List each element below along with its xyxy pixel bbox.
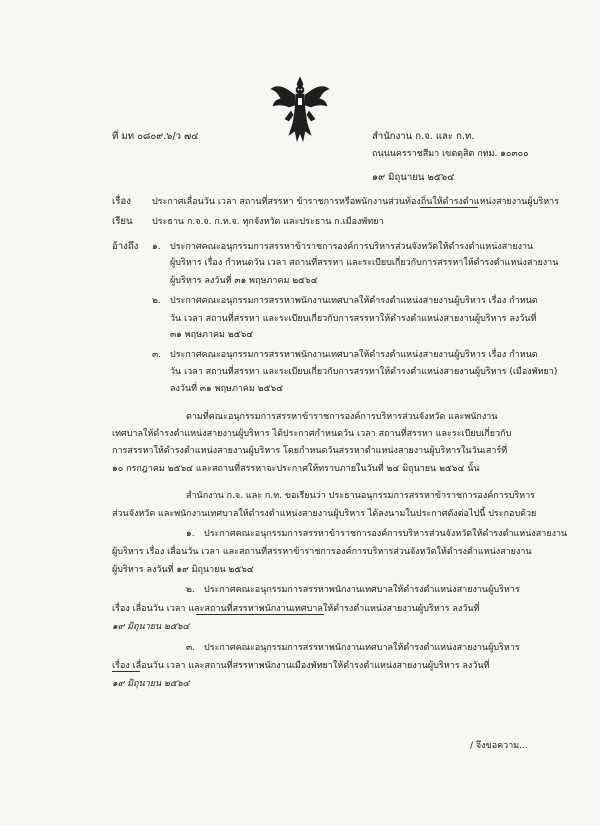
item-2-line-2: เรื่อง เลื่อนวัน เวลา และสถานที่สรรหาพนักงานเทศบาลให้ดำรงตำแหน่งสายงานผู้บริหาร ลงวันที่: [112, 604, 480, 614]
paragraph-2-line-1: สำนักงาน ก.จ. และ ก.ท. ขอเรียนว่า ประธานอนุกรรมการสรรหาข้าราชการองค์การบริหาร: [186, 491, 535, 501]
item-number-3: ๓.: [186, 643, 196, 653]
subject-text: ประกาศเลื่อนวัน เวลา สถานที่สรรหา ข้าราชการหรือพนักงานส่วนท้องถิ่นให้ดำรงตำแหน่งสายงานผู้บริหาร: [152, 197, 560, 207]
item-3-line-3: ๑๙ มิถุนายน ๒๕๖๔: [112, 679, 190, 689]
subject-underline: [420, 207, 478, 208]
reference-1-line-2: ผู้บริหาร เรื่อง กำหนดวัน เวลา สถานที่สรรหา และระเบียบเกี่ยวกับการสรรหาให้ดำรงตำแหน่งสายงาน: [170, 258, 559, 268]
reference-number: ที่ มท ๐๘๐๙.๖/ว ๗๔: [112, 131, 199, 142]
item-3-line-1: ประกาศคณะอนุกรรมการสรรหาพนักงานเทศบาลให้ดำรงตำแหน่งสายงานผู้บริหาร: [204, 643, 520, 653]
reference-3-line-1: ประกาศคณะอนุกรรมการสรรหาพนักงานเทศบาลให้ดำรงตำแหน่งสายงานผู้บริหาร เรื่อง กำหนด: [170, 350, 538, 360]
item-3-line-2: เรื่อง เลื่อนวัน เวลา และสถานที่สรรหาพนักงานเมืองพัทยาให้ดำรงตำแหน่งสายงานผู้บริหาร ลงวันที่: [112, 661, 490, 671]
item-3-underline: [112, 671, 140, 672]
references-label: อ้างถึง: [112, 241, 139, 252]
paragraph-1-line-2: เทศบาลให้ดำรงตำแหน่งสายงานผู้บริหาร ได้ประกาศกำหนดวัน เวลา สถานที่สรรหา และระเบียบเกี่ยวกับ: [112, 429, 512, 439]
reference-2-line-1: ประกาศคณะอนุกรรมการสรรหาพนักงานเทศบาลให้ดำรงตำแหน่งสายงานผู้บริหาร เรื่อง กำหนด: [170, 296, 538, 306]
reference-2-line-3: ๓๑ พฤษภาคม ๒๕๖๔: [170, 330, 254, 340]
reference-1-line-3: ผู้บริหาร ลงวันที่ ๓๑ พฤษภาคม ๒๕๖๔: [170, 276, 318, 286]
document-date: ๑๙ มิถุนายน ๒๕๖๔: [372, 172, 455, 183]
recipient-text: ประธาน ก.จ.จ. ก.ท.จ. ทุกจังหวัด และประธาน ก.เมืองพัทยา: [152, 217, 384, 227]
office-address: ถนนนครราชสีมา เขตดุสิต กทม. ๑๐๓๐๐: [372, 149, 529, 159]
reference-2-line-2: วัน เวลา สถานที่สรรหา และระเบียบเกี่ยวกับการสรรหาให้ดำรงตำแหน่งสายงานผู้บริหาร ลงวันที่: [170, 314, 537, 324]
reference-1-line-1: ประกาศคณะอนุกรรมการสรรหาข้าราชการองค์การบริหารส่วนจังหวัดให้ดำรงตำแหน่งสายงาน: [170, 242, 534, 252]
paragraph-1-line-1: ตามที่คณะอนุกรรมการสรรหาข้าราชการองค์การบริหารส่วนจังหวัด และพนักงาน: [186, 412, 498, 422]
continuation-note: / จึงขอความ...: [470, 741, 528, 751]
item-1-line-1: ประกาศคณะอนุกรรมการสรรหาข้าราชการองค์การบริหารส่วนจังหวัดให้ดำรงตำแหน่งสายงาน: [204, 529, 568, 539]
item-2-line-3: ๑๙ มิถุนายน ๒๕๖๔: [112, 622, 190, 632]
item-1-line-2: ผู้บริหาร เรื่อง เลื่อนวัน เวลา และสถานที่สรรหาข้าราชการองค์การบริหารส่วนจังหวัดให้ดำรงตำแหน่งสายงาน: [112, 547, 532, 557]
reference-number-1: ๑.: [152, 242, 161, 252]
reference-number-2: ๒.: [152, 296, 161, 306]
office-name: สำนักงาน ก.จ. และ ก.ท.: [372, 131, 475, 142]
item-number-1: ๑.: [186, 529, 195, 539]
item-1-line-3: ผู้บริหาร ลงวันที่ ๑๙ มิถุนายน ๒๕๖๔: [112, 565, 254, 575]
item-2-line-1: ประกาศคณะอนุกรรมการสรรหาพนักงานเทศบาลให้ดำรงตำแหน่งสายงานผู้บริหาร: [204, 585, 520, 595]
reference-3-line-3: ลงวันที่ ๓๑ พฤษภาคม ๒๕๖๔: [170, 384, 284, 394]
item-2-underline: [196, 614, 324, 615]
reference-number-3: ๓.: [152, 350, 162, 360]
subject-label: เรื่อง: [112, 196, 131, 207]
garuda-emblem-icon: [269, 75, 331, 145]
reference-3-line-2: วัน เวลา สถานที่สรรหา และระเบียบเกี่ยวกับการสรรหาให้ดำรงตำแหน่งสายงานผู้บริหาร (เมืองพัทยา): [170, 367, 558, 377]
item-number-2: ๒.: [186, 585, 195, 595]
recipient-label: เรียน: [112, 216, 133, 227]
paragraph-1-line-4: ๑๐ กรกฎาคม ๒๕๖๔ และสถานที่สรรหาจะประกาศให้ทราบภายในวันที่ ๒๔ มิถุนายน ๒๕๖๔ นั้น: [112, 464, 480, 474]
paragraph-1-line-3: การสรรหาให้ดำรงตำแหน่งสายงานผู้บริหาร โดยกำหนดวันสรรหาตำแหน่งสายงานผู้บริหารในวันเสาร์ที่: [112, 446, 508, 456]
paragraph-2-line-2: ส่วนจังหวัด และพนักงานเทศบาลให้ดำรงตำแหน่งสายงานผู้บริหาร ได้ลงนามในประกาศดังต่อไปนี้ ประกอบด้วย: [112, 509, 537, 519]
